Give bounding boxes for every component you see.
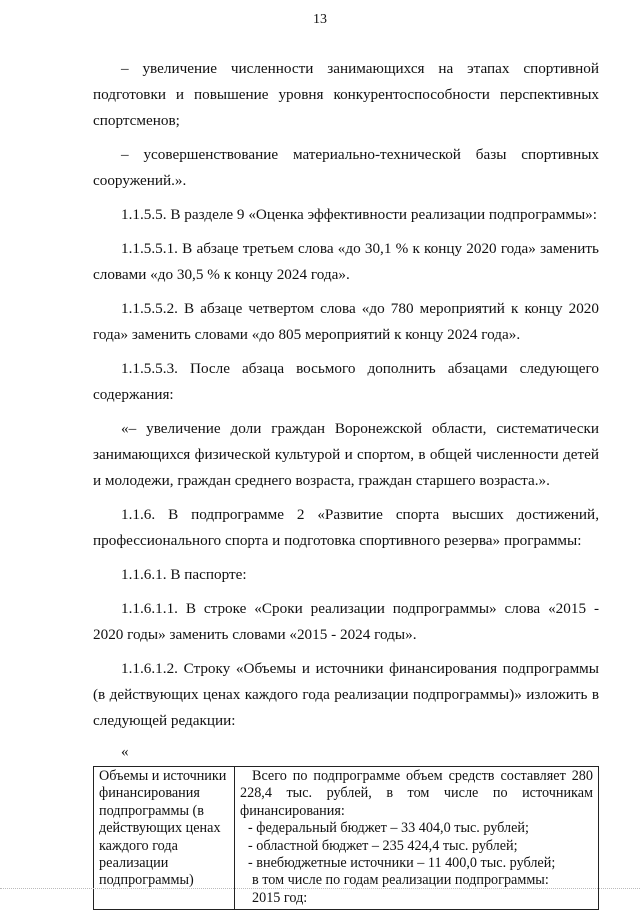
paragraph: «– увеличение доли граждан Воронежской области, систематически занимающихся физической культурой и спортом, в общей численности детей и молодежи, граждан среднего возраста, граждан старшего возраста.». <box>93 420 599 489</box>
page-number: 13 <box>313 12 327 27</box>
row-label-line: подпрограммы) <box>99 872 194 889</box>
financing-year-label: 2015 год: <box>252 889 308 906</box>
row-label-line: финансирования <box>99 785 200 802</box>
row-label-line: Объемы и <box>99 768 160 784</box>
page-bottom-edge <box>0 888 640 889</box>
paragraph: 1.1.5.5.3. После абзаца восьмого дополнить абзацами следующего содержания: <box>93 360 599 403</box>
paragraph: 1.1.6. В подпрограмме 2 «Развитие спорта высших достижений, профессионального спорта и подготовка спортивного резерва» программы: <box>93 506 599 549</box>
row-label-line: реализации <box>99 855 169 872</box>
financing-source-item: - федеральный бюджет – 33 404,0 тыс. рублей; <box>248 820 529 837</box>
financing-source-item: - внебюджетные источники – 11 400,0 тыс. рублей; <box>248 855 556 872</box>
document-body <box>93 56 599 910</box>
row-label-line: источники <box>162 768 227 784</box>
row-label-line: действующих <box>99 820 183 837</box>
paragraph: – усовершенствование материально-технической базы спортивных сооружений.». <box>93 146 599 189</box>
paragraph: 1.1.6.1.1. В строке «Сроки реализации подпрограммы» слова «2015 - 2020 годы» заменить словами «2015 - 2024 годы». <box>93 600 599 643</box>
financing-source-item: - областной бюджет – 235 424,4 тыс. рублей; <box>248 837 518 854</box>
paragraph: – увеличение численности занимающихся на этапах спортивной подготовки и повышение уровня конкурентоспособности перспективных спортсменов; <box>93 60 599 129</box>
paragraph: 1.1.6.1. В паспорте: <box>121 566 247 583</box>
paragraph: 1.1.5.5.1. В абзаце третьем слова «до 30,1 % к концу 2020 года» заменить словами «до 30,5 % к концу 2024 года». <box>93 240 599 283</box>
row-label-line: ценах каждого года <box>99 820 221 854</box>
financing-years-intro: в том числе по годам реализации подпрограммы: <box>252 872 549 889</box>
paragraph: 1.1.6.1.2. Строку «Объемы и источники финансирования подпрограммы (в действующих ценах каждого года реализации подпрограммы)» изложить в следующей редакции: <box>93 660 599 729</box>
paragraph: 1.1.5.5. В разделе 9 «Оценка эффективности реализации подпрограммы»: <box>121 206 597 223</box>
paragraph: 1.1.5.5.2. В абзаце четвертом слова «до 780 мероприятий к концу 2020 года» заменить словами «до 805 мероприятий к концу 2024 года». <box>93 300 599 343</box>
quote-open-mark: « <box>121 743 129 760</box>
row-label-line: подпрограммы (в <box>99 802 204 819</box>
financing-total-text: Всего по подпрограмме объем средств составляет 280 228,4 тыс. рублей, в том числе по источникам финансирования: <box>240 768 593 819</box>
